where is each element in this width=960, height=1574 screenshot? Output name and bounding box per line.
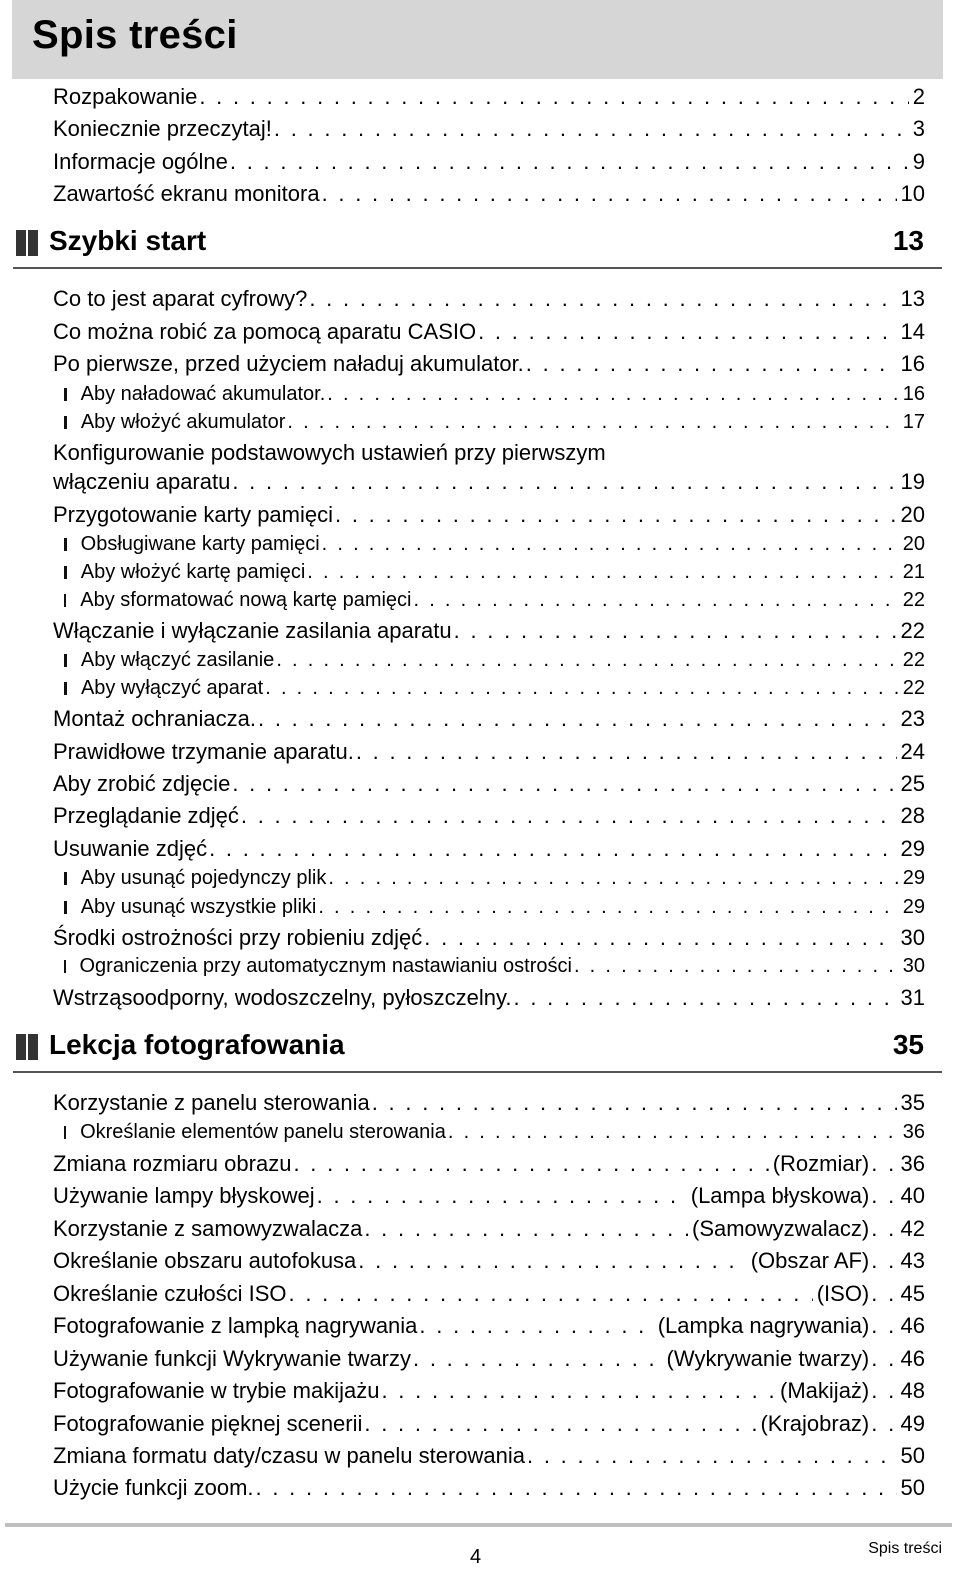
- leader-dots: [256, 706, 897, 732]
- toc-entry-label: Aby wyłączyć aparat: [80, 677, 264, 699]
- toc-entry-page: 17: [902, 411, 925, 433]
- toc-entry[interactable]: [53, 149, 925, 175]
- toc-entry-page: 22: [902, 677, 925, 699]
- toc-entry-label: Określanie obszaru autofokusa: [53, 1248, 357, 1273]
- toc-entry[interactable]: [53, 351, 925, 377]
- leader-dots: [412, 589, 899, 612]
- toc-entry-label: Aby włożyć kartę pamięci: [80, 561, 306, 583]
- toc-entry[interactable]: [53, 1346, 925, 1372]
- toc-entry-page: 22: [902, 649, 925, 671]
- footer-section-label: Spis treści: [868, 1540, 942, 1557]
- toc-entry-tag: (Lampa błyskowa): [690, 1183, 870, 1208]
- leader-dots: [320, 181, 897, 207]
- toc-entry-label: Po pierwsze, przed użyciem naładuj akumulator.: [53, 351, 524, 376]
- leader-dots: [370, 1090, 897, 1116]
- toc-entry[interactable]: [53, 181, 925, 207]
- footer-page-number: 4: [470, 1546, 482, 1568]
- toc-entry-tag: (Obszar AF): [750, 1248, 870, 1273]
- leader-dots: [354, 739, 897, 765]
- toc-entry-label: włączeniu aparatu: [53, 469, 231, 494]
- toc-subentry[interactable]: [64, 1121, 925, 1144]
- bullet-icon: [64, 416, 67, 429]
- bullet-icon: [64, 901, 67, 914]
- toc-entry-page: 42: [900, 1216, 925, 1241]
- toc-entry-page: 31: [900, 985, 925, 1010]
- leader-dots: [452, 618, 897, 644]
- leader-dots: [305, 561, 898, 584]
- section-page: 35: [892, 1029, 924, 1060]
- leader-dots: [316, 896, 898, 919]
- toc-entry-label: Obsługiwane karty pamięci: [80, 533, 320, 555]
- leader-dots: [291, 1151, 768, 1177]
- toc-entry[interactable]: [53, 286, 925, 312]
- section-marker-icon: [16, 1034, 26, 1060]
- bullet-icon: [64, 388, 67, 401]
- leader-dots: [417, 1313, 653, 1339]
- toc-entry[interactable]: [53, 1313, 925, 1339]
- toc-entry-label: Korzystanie z panelu sterowania: [53, 1090, 370, 1115]
- toc-entry-label: Rozpakowanie: [53, 84, 198, 109]
- toc-entry-tag: (Krajobraz): [760, 1411, 870, 1436]
- toc-entry-label: Przygotowanie karty pamięci: [53, 502, 334, 527]
- toc-entry[interactable]: [53, 1151, 925, 1177]
- toc-entry-page: 21: [902, 561, 925, 583]
- toc-entry-label: Używanie lampy błyskowej: [53, 1183, 315, 1208]
- toc-entry-label: Koniecznie przeczytaj!: [53, 116, 272, 141]
- leader-dots: [362, 1216, 688, 1242]
- leader-dots: [411, 1346, 663, 1372]
- section-heading-quick-start[interactable]: [13, 227, 942, 269]
- bullet-icon: [64, 594, 66, 607]
- bullet-icon: [64, 654, 67, 667]
- bullet-icon: [64, 682, 67, 695]
- toc-entry[interactable]: [53, 985, 925, 1011]
- leader-dots: [326, 867, 898, 890]
- leader-dots: [287, 1281, 813, 1307]
- section-heading-lesson[interactable]: [13, 1031, 942, 1073]
- toc-entry-label: Usuwanie zdjęć: [53, 836, 208, 861]
- section-marker-icon: [28, 230, 38, 256]
- toc-entry-page: 10: [900, 181, 925, 206]
- leader-dots: . .: [871, 1346, 897, 1371]
- toc-entry-page: 29: [902, 867, 925, 889]
- leader-dots: [525, 1443, 897, 1469]
- toc-entry-label: Co można robić za pomocą aparatu CASIO: [53, 319, 477, 344]
- toc-entry-tag: (Samowyzwalacz): [692, 1216, 870, 1241]
- leader-dots: [263, 677, 899, 700]
- leader-dots: . .: [871, 1378, 897, 1403]
- toc-entry[interactable]: [53, 1443, 925, 1469]
- toc-entry-page: 45: [900, 1281, 925, 1306]
- leader-dots: . .: [871, 1216, 897, 1241]
- toc-entry[interactable]: [53, 502, 925, 528]
- leader-dots: [230, 771, 896, 797]
- toc-entry[interactable]: [53, 1183, 925, 1209]
- leader-dots: [315, 1183, 687, 1209]
- leader-dots: [272, 116, 909, 142]
- toc-entry-label: Aby włączyć zasilanie: [80, 649, 275, 671]
- toc-entry-label: Określanie elementów panelu sterowania: [80, 1121, 446, 1143]
- section-page: 13: [892, 225, 924, 256]
- toc-entry-label: Przeglądanie zdjęć: [53, 803, 239, 828]
- toc-entry-page: 28: [900, 803, 925, 828]
- section-marker-icon: [28, 1034, 38, 1060]
- leader-dots: . .: [871, 1248, 897, 1273]
- toc-subentry[interactable]: [64, 649, 925, 672]
- section-title: Szybki start: [49, 225, 207, 256]
- toc-entry[interactable]: [53, 1248, 925, 1274]
- toc-subentry[interactable]: [64, 867, 925, 890]
- toc-entry-label: Konfigurowanie podstawowych ustawień przy pierwszym: [53, 440, 606, 465]
- toc-subentry[interactable]: [64, 677, 925, 700]
- toc-entry-page: 46: [900, 1346, 925, 1371]
- toc-subentry[interactable]: [64, 411, 925, 434]
- toc-entry[interactable]: [53, 319, 925, 345]
- leader-dots: . .: [871, 1281, 897, 1306]
- leader-dots: [274, 649, 898, 672]
- toc-entry-page: 22: [900, 618, 925, 643]
- toc-entry-label: Prawidłowe trzymanie aparatu.: [53, 739, 354, 764]
- toc-entry[interactable]: [53, 925, 925, 951]
- toc-entry-label: Aby usunąć pojedynczy plik: [80, 867, 327, 889]
- page-title: Spis treści: [32, 13, 238, 57]
- bullet-icon: [64, 1126, 66, 1139]
- leader-dots: [362, 1411, 756, 1437]
- toc-entry-label: Aby włożyć akumulator: [80, 411, 286, 433]
- toc-entry-label: Użycie funkcji zoom.: [53, 1475, 254, 1500]
- toc-entry[interactable]: [53, 739, 925, 765]
- section-marker-icon: [16, 230, 26, 256]
- toc-entry-label: Aby naładować akumulator.: [80, 383, 326, 405]
- toc-entry-page: 36: [902, 1121, 925, 1143]
- bullet-icon: [64, 566, 67, 579]
- toc-entry[interactable]: [53, 1281, 925, 1307]
- toc-entry-page: 50: [900, 1443, 925, 1468]
- toc-entry[interactable]: [53, 1475, 925, 1501]
- toc-entry-page: 14: [900, 319, 925, 344]
- toc-entry-page: 9: [912, 149, 925, 174]
- leader-dots: . .: [871, 1183, 897, 1208]
- toc-entry-label: Włączanie i wyłączanie zasilania aparatu: [53, 618, 452, 643]
- toc-entry-page: 25: [900, 771, 925, 796]
- leader-dots: [307, 286, 896, 312]
- toc-entry-page: 50: [900, 1475, 925, 1500]
- leader-dots: [572, 955, 899, 978]
- toc-entry-page: 23: [900, 706, 925, 731]
- leader-dots: [512, 985, 897, 1011]
- leader-dots: . .: [871, 1313, 897, 1338]
- toc-entry-page: 29: [900, 836, 925, 861]
- toc-entry[interactable]: [53, 1216, 925, 1242]
- leader-dots: [333, 502, 897, 528]
- leader-dots: [446, 1121, 899, 1144]
- leader-dots: [524, 351, 897, 377]
- toc-entry[interactable]: [53, 1411, 925, 1437]
- toc-entry[interactable]: [53, 1378, 925, 1404]
- leader-dots: [320, 533, 899, 556]
- toc-subentry[interactable]: [64, 896, 925, 919]
- leader-dots: [239, 803, 897, 829]
- toc-entry-page: 24: [900, 739, 925, 764]
- toc-entry-page: 48: [900, 1378, 925, 1403]
- toc-entry-tag: (ISO): [816, 1281, 870, 1306]
- footer-divider: [5, 1523, 952, 1527]
- toc-entry-label: Wstrząsoodporny, wodoszczelny, pyłoszczelny.: [53, 985, 512, 1010]
- leader-dots: [285, 411, 898, 434]
- leader-dots: [254, 1475, 897, 1501]
- toc-entry-label: Zmiana formatu daty/czasu w panelu sterowania: [53, 1443, 526, 1468]
- toc-entry-label: Informacje ogólne: [53, 149, 228, 174]
- toc-entry-label: Fotografowanie w trybie makijażu: [53, 1378, 380, 1403]
- toc-entry-label: Co to jest aparat cyfrowy?: [53, 286, 308, 311]
- toc-entry-label: Używanie funkcji Wykrywanie twarzy: [53, 1346, 412, 1371]
- toc-entry[interactable]: [53, 116, 925, 142]
- toc-entry-page: 36: [900, 1151, 925, 1176]
- toc-subentry[interactable]: [64, 561, 925, 584]
- toc-entry[interactable]: [53, 84, 925, 110]
- toc-subentry[interactable]: [64, 589, 925, 612]
- toc-entry[interactable]: [53, 469, 925, 495]
- toc-entry-page: 2: [912, 84, 925, 109]
- toc-entry[interactable]: [53, 803, 925, 829]
- toc-entry-page: 20: [902, 533, 925, 555]
- toc-entry-label: Korzystanie z samowyzwalacza: [53, 1216, 363, 1241]
- leader-dots: [197, 84, 908, 110]
- toc-entry-label: Zawartość ekranu monitora: [53, 181, 320, 206]
- toc-entry-page: 13: [900, 286, 925, 311]
- toc-entry-label: Fotografowanie pięknej scenerii: [53, 1411, 363, 1436]
- toc-entry[interactable]: [53, 618, 925, 644]
- title-bar: [12, 0, 943, 79]
- leader-dots: [325, 383, 899, 406]
- bullet-icon: [64, 872, 67, 885]
- leader-dots: [422, 925, 896, 951]
- toc-entry[interactable]: [53, 706, 925, 732]
- section-title: Lekcja fotografowania: [49, 1029, 345, 1060]
- toc-entry-label: Montaż ochraniacza.: [53, 706, 256, 731]
- bullet-icon: [64, 538, 67, 551]
- toc-entry-label: Fotografowanie z lampką nagrywania: [53, 1313, 418, 1338]
- toc-entry-page: 49: [900, 1411, 925, 1436]
- toc-entry-label: Zmiana rozmiaru obrazu: [53, 1151, 292, 1176]
- toc-entry-page: 30: [902, 955, 925, 977]
- toc-subentry[interactable]: [64, 533, 925, 556]
- leader-dots: [379, 1378, 776, 1404]
- leader-dots: . .: [871, 1151, 897, 1176]
- leader-dots: . .: [871, 1411, 897, 1436]
- toc-entry-page: 16: [900, 351, 925, 376]
- toc-entry-page: 19: [900, 469, 925, 494]
- toc-subentry[interactable]: [64, 955, 925, 978]
- toc-entry-page: 30: [900, 925, 925, 950]
- toc-entry[interactable]: [53, 836, 925, 862]
- toc-entry-tag: (Lampka nagrywania): [657, 1313, 870, 1338]
- toc-entry-tag: (Wykrywanie twarzy): [666, 1346, 870, 1371]
- toc-entry-label: Określanie czułości ISO: [53, 1281, 287, 1306]
- leader-dots: [356, 1248, 746, 1274]
- toc-entry-label: Środki ostrożności przy robieniu zdjęć: [53, 925, 423, 950]
- leader-dots: [230, 469, 896, 495]
- bullet-icon: [64, 960, 66, 973]
- toc-entry[interactable]: [53, 771, 925, 797]
- toc-entry-tag: (Makijaż): [780, 1378, 870, 1403]
- toc-entry-label: Aby sformatować nową kartę pamięci: [80, 589, 412, 611]
- toc-entry-page: 35: [900, 1090, 925, 1115]
- leader-dots: [228, 149, 909, 175]
- toc-entry-page: 46: [900, 1313, 925, 1338]
- toc-entry-line[interactable]: [53, 440, 925, 466]
- toc-entry-page: 3: [912, 116, 925, 141]
- toc-entry-page: 43: [900, 1248, 925, 1273]
- toc-entry-page: 40: [900, 1183, 925, 1208]
- toc-entry-page: 16: [902, 383, 925, 405]
- toc-entry-tag: (Rozmiar): [772, 1151, 870, 1176]
- leader-dots: [207, 836, 896, 862]
- toc-entry-label: Ograniczenia przy automatycznym nastawianiu ostrości: [79, 955, 572, 977]
- toc-subentry[interactable]: [64, 383, 925, 406]
- toc-entry-page: 20: [900, 502, 925, 527]
- toc-entry[interactable]: [53, 1090, 925, 1116]
- toc-entry-page: 29: [902, 896, 925, 918]
- leader-dots: [476, 319, 896, 345]
- toc-entry-label: Aby zrobić zdjęcie: [53, 771, 231, 796]
- toc-entry-label: Aby usunąć wszystkie pliki: [80, 896, 317, 918]
- toc-entry-page: 22: [902, 589, 925, 611]
